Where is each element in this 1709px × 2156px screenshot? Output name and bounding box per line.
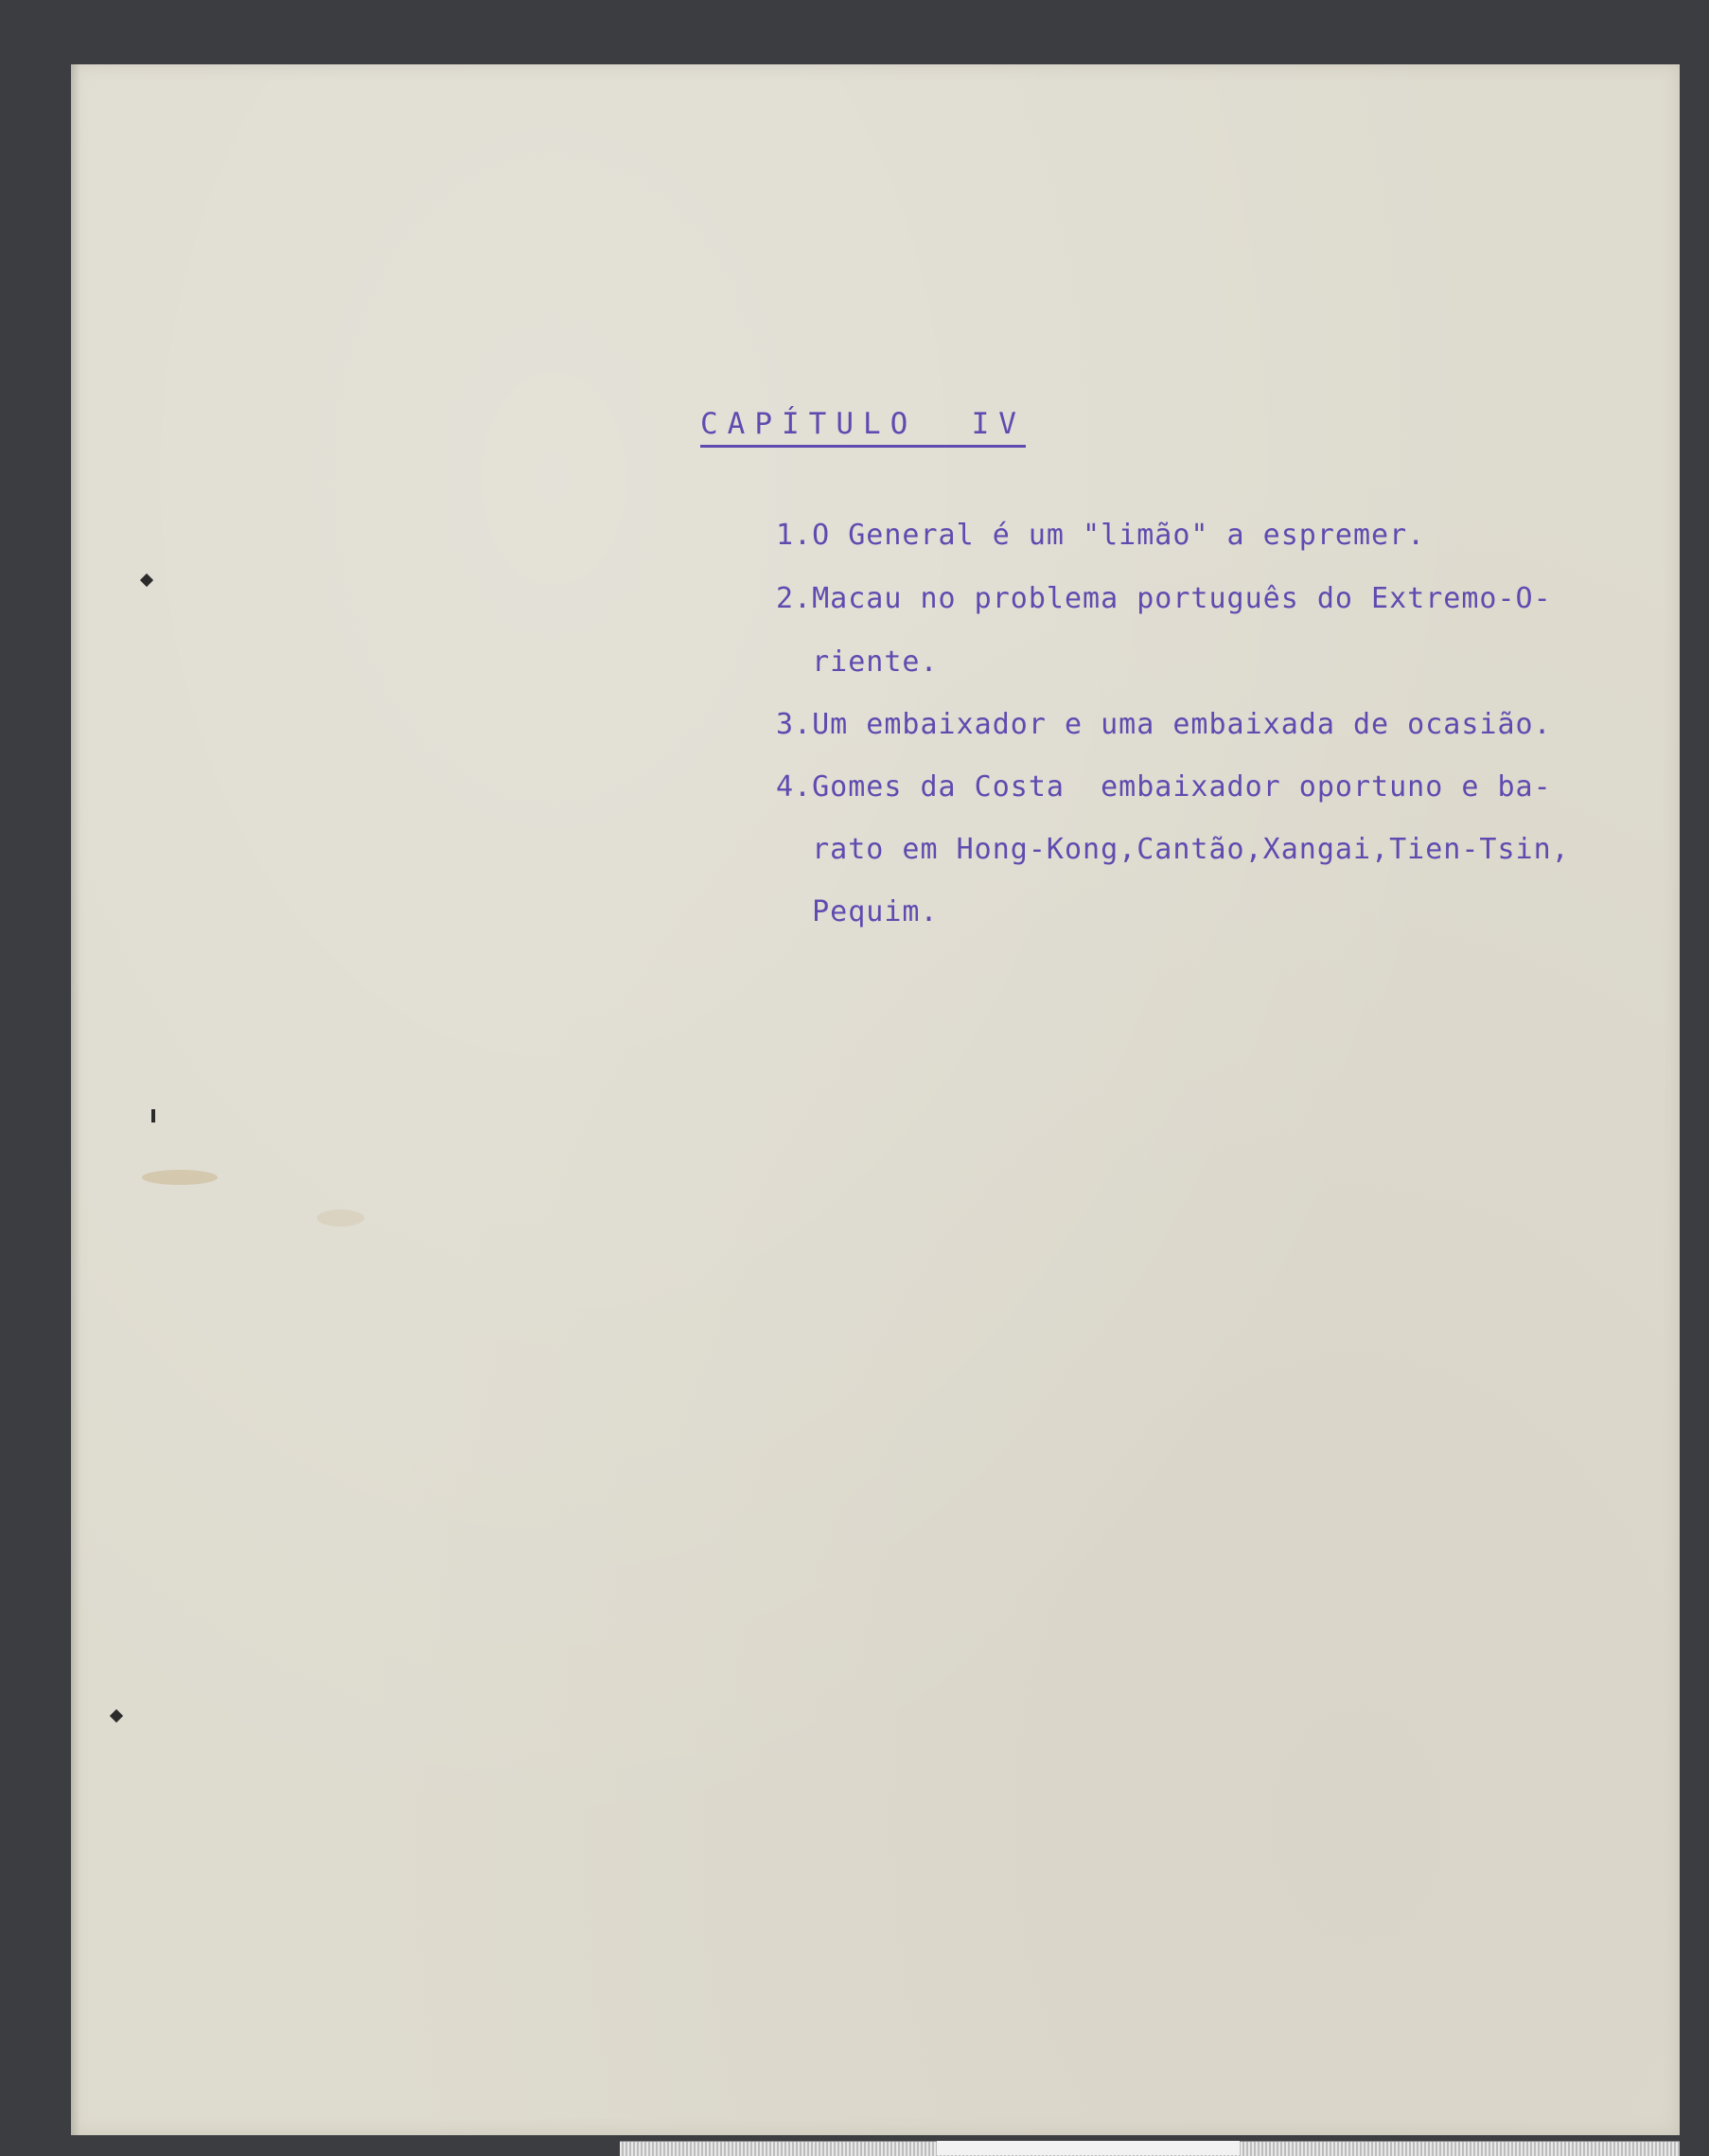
list-item-1-line-1: 1.O General é um "limão" a espremer. [776, 519, 1426, 552]
paper-speck [151, 1109, 155, 1122]
list-item-2-line-2: riente. [776, 645, 939, 679]
paper-sheet [71, 64, 1680, 2135]
scan-ruler-white-block [937, 2141, 1240, 2155]
paper-stain [317, 1210, 364, 1227]
list-item-3-line-1: 3.Um embaixador e uma embaixada de ocasião. [776, 708, 1552, 741]
list-item-4-line-2: rato em Hong-Kong,Cantão,Xangai,Tien-Tsin, [776, 833, 1570, 866]
chapter-title: CAPÍTULO IV [700, 407, 1026, 448]
list-item-4-line-1: 4.Gomes da Costa embaixador oportuno e ba- [776, 770, 1552, 804]
list-item-4-line-3: Pequim. [776, 895, 939, 928]
paper-left-edge-shadow [71, 64, 80, 2135]
list-item-2-line-1: 2.Macau no problema português do Extremo-O- [776, 582, 1552, 615]
paper-stain [142, 1170, 218, 1185]
